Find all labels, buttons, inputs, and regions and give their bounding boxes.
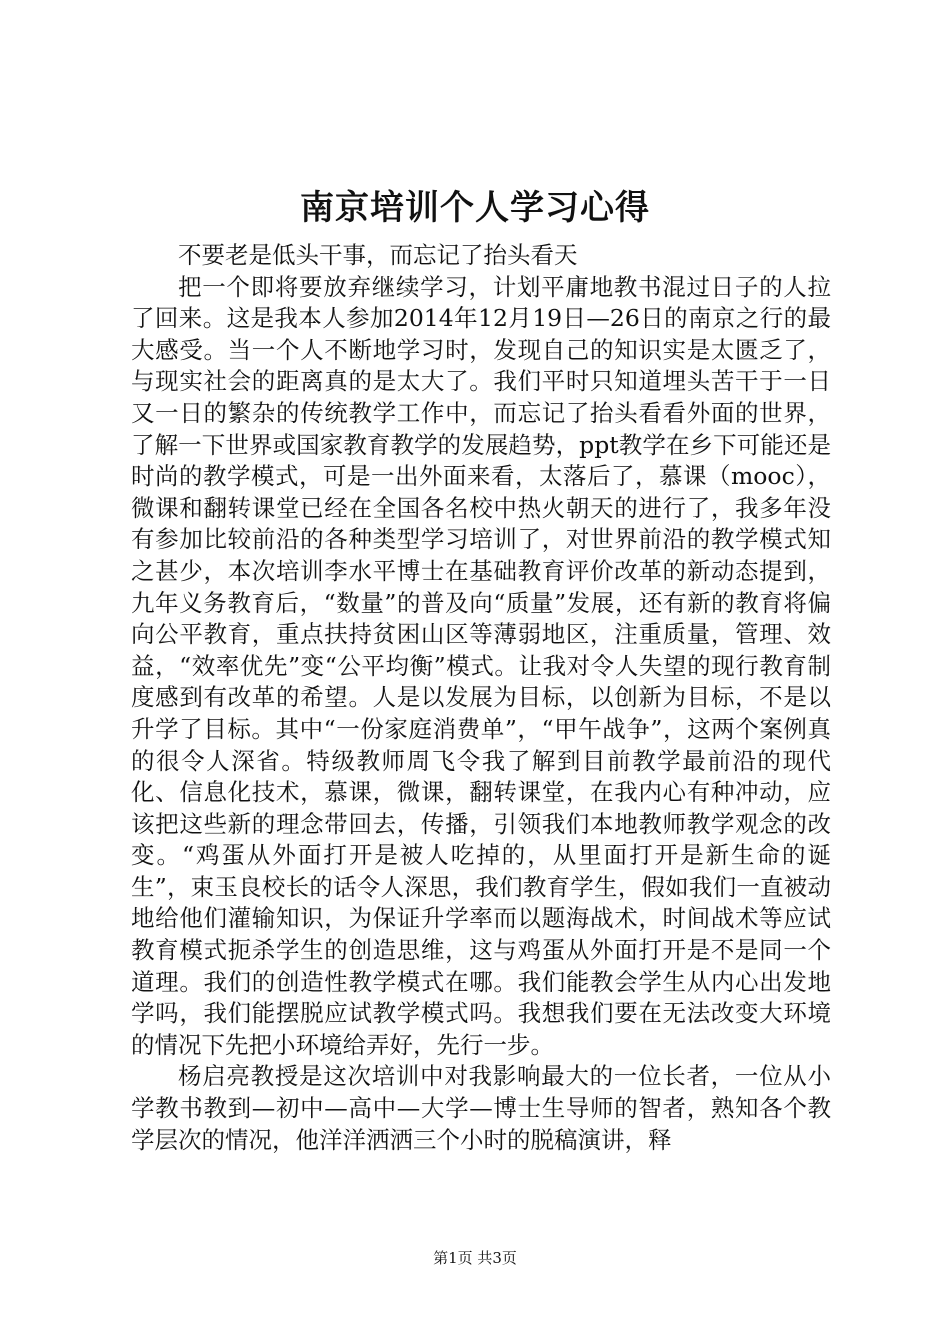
paragraph: 不要老是低头干事，而忘记了抬头看天 (178, 241, 578, 269)
page-number-footer: 第1页 共3页 (433, 1249, 517, 1267)
document-title: 南京培训个人学习心得 (300, 188, 650, 228)
paragraph: 把一个即将要放弃继续学习，计划平庸地教书混过日子的人拉了回来。这是我本人参加2014年12月19日—26日的南京之行的最大感受。当一个人不断地学习时，发现自己的知识实是太匮乏了，与现实社会的距离真的是太大了。我们平时只知道埋头苦干于一日又一日的繁杂的传统教学工作中，而忘记了抬头看看外面的世界，了解一下世界或国家教育教学的发展趋势，ppt教学在乡下可能还是时尚的教学模式，可是一出外面来看，太落后了，慕课（mooc），微课和翻转课堂已经在全国各名校中热火朝天的进行了，我多年没有参加比较前沿的各种类型学习培训了，对世界前沿的教学模式知之甚少，本次培训李水平博士在基础教育评价改革的新动态提到，九年义务教育后，“数量”的普及向“质量”发展，还有新的教育将偏向公平教育，重点扶持贫困山区等薄弱地区，注重质量，管理、效益，“效率优先”变“公平均衡”模式。让我对令人失望的现行教育制度感到有改革的希望。人是以发展为目标，以创新为目标，不是以升学了目标。其中“一份家庭消费单”，“甲午战争”，这两个案例真的很令人深省。特级教师周飞令我了解到目前教学最前沿的现代化、信息化技术，慕课，微课，翻转课堂，在我内心有种冲动，应该把这些新的理念带回去，传播，引领我们本地教师教学观念的改变。“鸡蛋从外面打开是被人吃掉的，从里面打开是新生命的诞生”，束玉良校长的话令人深思，我们教育学生，假如我们一直被动地给他们灌输知识，为保证升学率而以题海战术，时间战术等应试教育模式扼杀学生的创造思维，这与鸡蛋从外面打开是不是同一个道理。我们的创造性教学模式在哪。我们能教会学生从内心出发地学吗，我们能摆脱应试教学模式吗。我想我们要在无法改变大环境的情况下先把小环境给弄好，先行一步。 (131, 272, 831, 1059)
paragraph: 杨启亮教授是这次培训中对我影响最大的一位长者，一位从小学教书教到—初中—高中—大学—博士生导师的智者，熟知各个教学层次的情况，他洋洋洒洒三个小时的脱稿演讲，释 (131, 1062, 831, 1154)
document-body (131, 240, 831, 1156)
